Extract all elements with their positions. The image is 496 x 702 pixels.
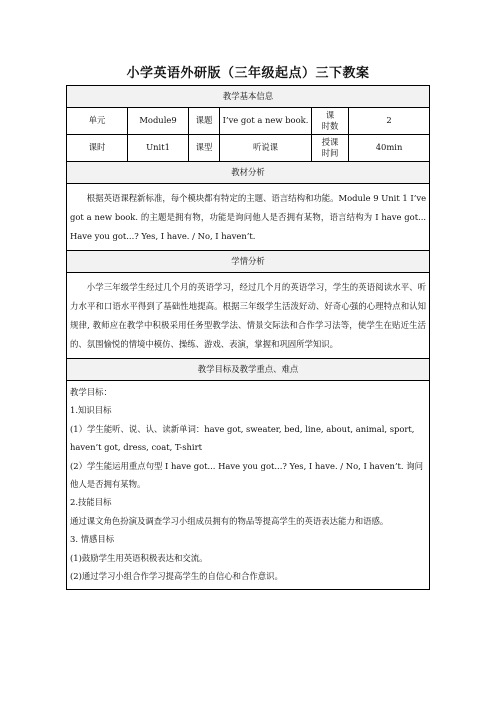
duration-label-line2: 时间 xyxy=(321,148,339,158)
skill-text: 通过课文角色扮演及调查学习小组成员拥有的物品等提高学生的英语表达能力和语感。 xyxy=(70,515,389,526)
lesson-label: 课时 xyxy=(67,135,128,162)
students-cell xyxy=(67,273,430,359)
emotion-item-1: (1)鼓励学生用英语积极表达和交流。 xyxy=(70,552,208,563)
duration-label-line1: 授课 xyxy=(321,137,339,147)
unit-value: Module9 xyxy=(128,108,189,135)
knowledge-title: 1.知识目标 xyxy=(70,405,112,416)
knowledge-item-2: (2）学生能运用重点句型 I have got... Have you got...? Yes, I have. / No, I haven’t. 询问他人是否拥有某物。 xyxy=(70,460,423,490)
lesson-plan-table xyxy=(66,85,430,590)
students-heading: 学情分析 xyxy=(67,251,430,273)
duration-label xyxy=(312,135,349,162)
periods-label xyxy=(312,108,349,135)
type-value: 听说课 xyxy=(220,135,312,162)
goals-body xyxy=(67,381,429,589)
goals-intro: 教学目标： xyxy=(70,387,112,397)
knowledge-item-1: (1）学生能听、说、认、读新单词：have got, sweater, bed, line, about, animal, sport, haven’t got, dress, coat, T-shirt xyxy=(70,423,415,453)
page-title: 小学英语外研版（三年级起点）三下教案 xyxy=(126,66,370,81)
students-text: 小学三年级学生经过几个月的英语学习，经过几个月的英语学习，学生的英语阅读水平、听力水平和口语水平得到了基础性地提高。根据三年级学生活泼好动、好奇心强的心理特点和认知规律, 教师应在教学中积极采用任务型教学法、情景交际法和合作学习法等，使学生在贴近生活的、氛围愉悦的情境中模仿、操练、游戏、表演，掌握和巩固所学知识。 xyxy=(70,282,427,349)
type-label: 课型 xyxy=(189,135,220,162)
periods-value: 2 xyxy=(349,108,430,135)
goals-heading: 教学目标及教学重点、难点 xyxy=(67,359,430,381)
basic-info-heading: 教学基本信息 xyxy=(67,86,430,108)
material-text: 根据英语课程新标准，每个模块都有特定的主题、语言结构和功能。Module 9 Unit 1 I’ve got a new book. 的主题是拥有物，功能是询问他人是否拥有某物，语言结构为 I have got... Have you got...? Yes, I have. / No, I haven’t. xyxy=(70,193,427,241)
emotion-title: 3. 情感目标 xyxy=(70,534,115,545)
duration-value: 40min xyxy=(349,135,430,162)
periods-label-line1: 课 xyxy=(325,110,335,120)
emotion-item-2: (2)通过学习小组合作学习提高学生的自信心和合作意识。 xyxy=(70,571,283,582)
material-heading: 教材分析 xyxy=(67,162,430,184)
skill-title: 2.技能目标 xyxy=(70,497,112,508)
topic-value: I’ve got a new book. xyxy=(220,108,312,135)
lesson-value: Unit1 xyxy=(128,135,189,162)
material-cell xyxy=(67,184,430,251)
topic-label: 课题 xyxy=(189,108,220,135)
unit-label: 单元 xyxy=(67,108,128,135)
goals-cell xyxy=(67,381,430,590)
periods-label-line2: 时数 xyxy=(321,121,339,131)
